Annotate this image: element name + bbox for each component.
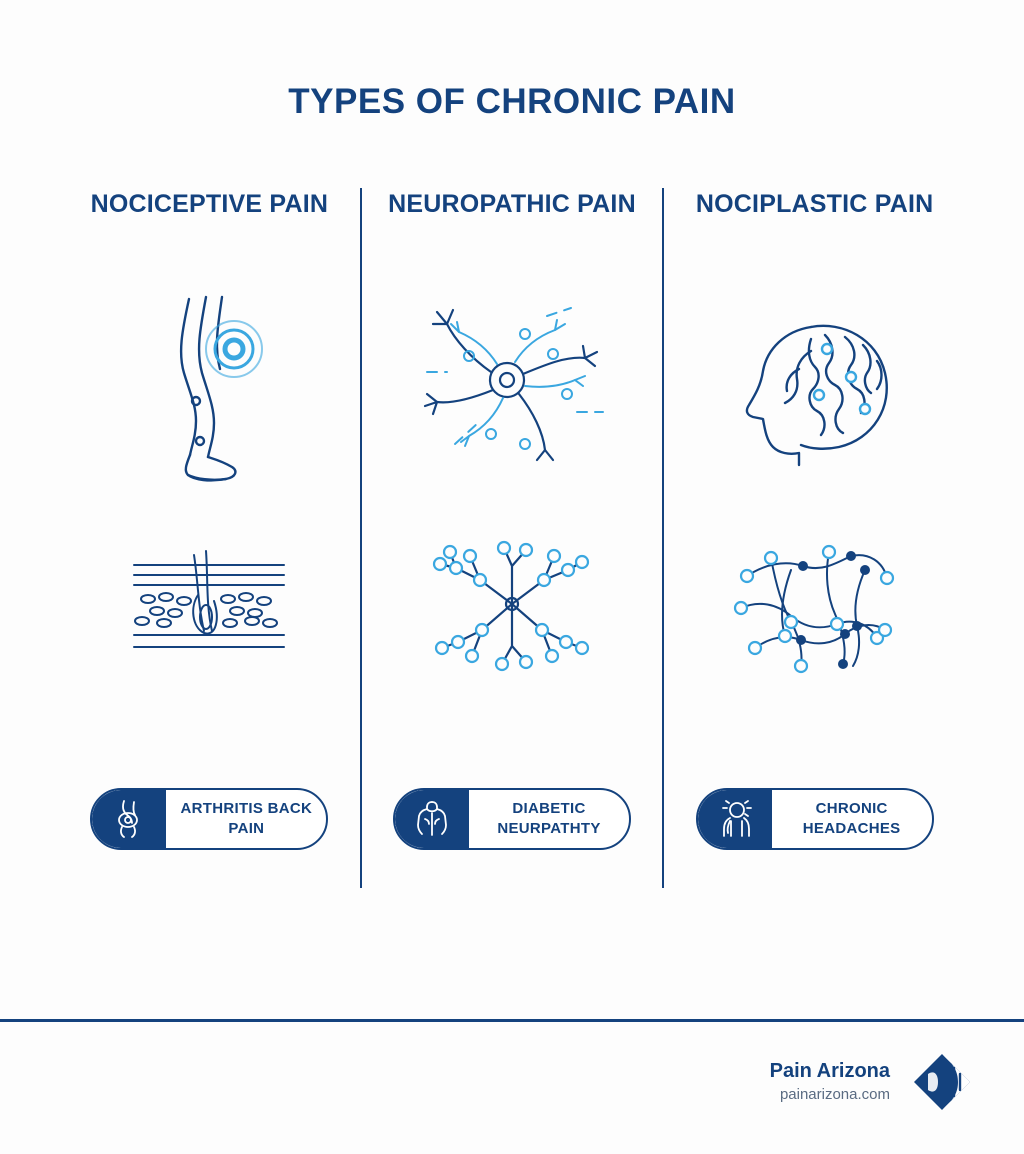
brand-text [770,1059,890,1105]
columns-container [0,188,1024,888]
footer-divider [0,1019,1024,1022]
pain-arizona-logo-icon[interactable] [908,1048,976,1116]
neuron-cell-icon [363,284,662,494]
pill-label: ARTHRITIS BACK PAIN [180,799,313,837]
pill-label: DIABETIC NEURPATHTY [497,799,601,837]
pill-diabetic-neuropathy[interactable] [393,788,631,850]
column-divider-2 [662,188,664,888]
column-title: NEUROPATHIC PAIN [388,190,636,218]
nerve-network-icon [363,500,662,710]
column-neuropathic [363,188,662,888]
column-title: NOCICEPTIVE PAIN [90,190,329,218]
neural-web-icon [665,500,964,710]
brand-name: Pain Arizona [769,1060,890,1082]
torso-body-icon [395,790,469,848]
pill-arthritis-back-pain[interactable] [90,788,328,850]
pill-label: CHRONIC HEADACHES [802,799,901,837]
head-brain-icon [665,284,964,494]
leg-joint-pain-icon [60,284,359,494]
footer-branding [770,1048,976,1116]
page-title: TYPES OF CHRONIC PAIN [288,82,736,121]
column-title: NOCIPLASTIC PAIN [695,190,934,218]
knee-joint-icon [92,790,166,848]
column-divider-1 [360,188,362,888]
column-nociplastic [665,188,964,888]
headache-person-icon [698,790,772,848]
brand-url[interactable]: painarizona.com [779,1086,890,1103]
skin-layers-icon [60,500,359,710]
pill-chronic-headaches[interactable] [696,788,934,850]
column-nociceptive [60,188,359,888]
